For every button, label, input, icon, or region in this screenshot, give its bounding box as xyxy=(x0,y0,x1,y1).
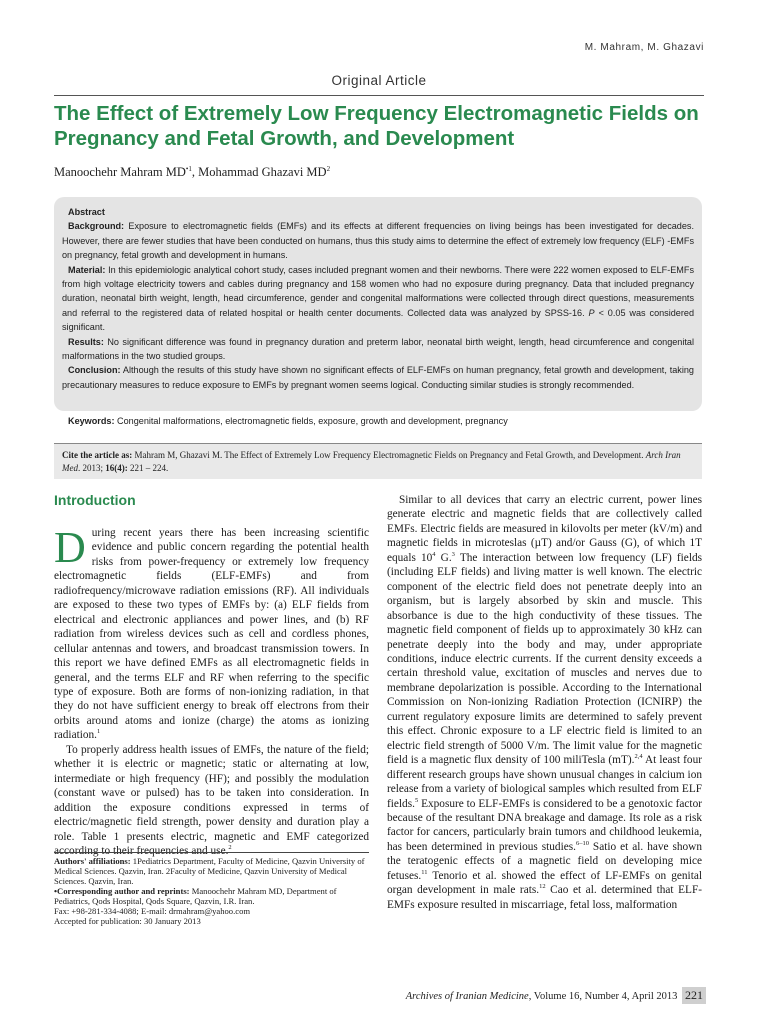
citation-journal: Arch Iran Med xyxy=(62,450,681,473)
author-2: Mohammad Ghazavi MD xyxy=(198,165,327,180)
abstract-conclusion-label: Conclusion: xyxy=(68,365,121,376)
corresponding-label: •Corresponding author and reprints: xyxy=(54,886,190,896)
keywords-text: Congenital malformations, electromagnetic fields, exposure, growth and development, pregnancy xyxy=(117,416,508,426)
reference-marker: 6–10 xyxy=(575,840,589,848)
abstract-material-label: Material: xyxy=(68,264,106,275)
page-number: 221 xyxy=(682,987,706,1004)
author-2-mark: 2 xyxy=(326,165,331,173)
abstract-background-text: Exposure to electromagnetic fields (EMFs) and its effects at different frequencies on living beings has been investigated for decades. However, there are fewer studies that have been conducted on humans, thus this study aims to determine the effect of extremely low frequency (ELF) -EMFs on pregnancy, fetal growth and development in humans. xyxy=(62,221,694,261)
reference-marker: 2 xyxy=(228,844,232,852)
abstract-results xyxy=(62,335,694,364)
intro-paragraph-2-text: To properly address health issues of EMFs, the nature of the field; whether it is electric or magnetic; static or alternating at low, intermediate or high frequency (HF); and possibly the modulation (constant wave or pulsed) has to be taken into consideration. In addition the exposure conditions expressed in terms of electric/magnetic field strength, power density and duration play a role. Table 1 presents electric, magnetic and EMF categorized according to their frequencies and use. xyxy=(54,743,369,857)
abstract-material xyxy=(62,263,694,335)
left-column xyxy=(54,493,369,858)
p3-part-d: At least four different research groups have shown unusual changes in calcium ion release from a variety of biological samples which resulted from ELF fields. xyxy=(387,754,702,810)
reference-marker: 11 xyxy=(421,869,428,877)
intro-paragraph-2 xyxy=(54,743,369,859)
exponent: 4 xyxy=(432,551,436,559)
abstract-conclusion-text: Although the results of this study have shown no significant effects of ELF-EMFs on human pregnancy, fetal growth and development, taking precautionary measures to reduce exposure to EMFs by pregnant women seems logical. Conducting similar studies is strongly recommended. xyxy=(62,365,694,390)
reference-marker: 2,4 xyxy=(634,753,643,761)
citation-label: Cite the article as: xyxy=(62,450,133,460)
abstract-material-text: In this epidemiologic analytical cohort study, cases included pregnant women and their newborns. There were 222 women exposed to ELF-EMFs from high voltage electricity towers and cables during pregnancy and 158 women who had no exposure during pregnancy. Data that included pregnancy duration, neonatal birth weight, length, head circumference, gender and congenital malformations were collected through direct questions, measurements and referral to the registered data of related hospital or health center documents. Collected data was analyzed by SPSS-16. xyxy=(62,264,694,318)
citation-year: . 2013; xyxy=(78,462,104,473)
affiliation-body: 1Pediatrics Department, Faculty of Medicine, Qazvin University of Medical Sciences. Qazvin, Iran. 2Faculty of Medicine, Qazvin University of Medical Sciences. Qazvin, Iran. xyxy=(54,856,365,886)
reference-marker: 3 xyxy=(451,551,455,559)
citation-text: Mahram M, Ghazavi M. The Effect of Extremely Low Frequency Electromagnetic Fields on Pregnancy and Fetal Growth, and Development. xyxy=(134,450,644,460)
corresponding-text: Manoochehr Mahram MD, Department of Pediatrics, Qods Hospital, Qods Square, Qazvin, I.R. Iran. xyxy=(54,886,337,906)
intro-paragraph-1-text: uring recent years there has been increasing scientific evidence and public concern regarding the potential health risks from power-frequency or extremely low frequency electromagnetic fields (ELF-EMFs) and from radiofrequency/microwave radiation emissions (RF). All individuals are exposed to these two types of EMFs by: (a) ELF fields from electrical and electronic appliances and power lines, and (b) RF radiation from wireless devices such as cell and cordless phones, cellular antennas and towers, and broadcast transmission towers. In this report we have defined EMFs as all electromagnetic fields in general, and the terms ELF and RF when referring to the specific type of exposure. Both are forms of non-ionizing radiation, in that they do not have sufficient energy to break off electrons from their orbits around atoms and ionize (charge) the atoms as ionizing radiation. xyxy=(54,527,369,742)
citation-box xyxy=(54,443,702,479)
article-title: The Effect of Extremely Low Frequency Electromagnetic Fields on Pregnancy and Fetal Growth, and Development xyxy=(54,102,699,150)
right-column xyxy=(387,493,702,912)
abstract-p-symbol: P xyxy=(588,307,595,318)
p3-part-a: Similar to all devices that carry an electric current, power lines generate electric and magnetic fields that are collectively called EMFs. Electric fields are measured in kilovolts per meter (kV/m) and magnetic fields in microteslas (µT) and/or Gauss (G), of which 1T equals 10 xyxy=(387,494,702,564)
abstract-heading: Abstract xyxy=(68,207,105,217)
corresponding-author xyxy=(54,886,369,906)
abstract-background xyxy=(62,219,694,262)
keywords xyxy=(54,416,702,426)
intro-paragraph-3 xyxy=(387,493,702,912)
p3-part-b: G. xyxy=(435,551,452,564)
article-type-label: Original Article xyxy=(54,73,704,96)
author-1: Manoochehr Mahram MD xyxy=(54,165,186,180)
running-head: M. Mahram, M. Ghazavi xyxy=(584,42,704,53)
reference-marker: 1 xyxy=(96,728,101,736)
p3-part-g: Tenorio et al. showed the effect of LF-EMFs on genital organ development in male rats. xyxy=(387,869,702,897)
citation-volume: 16(4): xyxy=(105,462,128,473)
p3-part-f: Satio et al. have shown the teratogenic effects of a magnetic field on developing mice fetuses. xyxy=(387,840,702,882)
abstract-conclusion xyxy=(62,363,694,392)
affiliation-label: Authors' affiliations: xyxy=(54,856,131,866)
citation-pages: 221 – 224. xyxy=(130,462,169,473)
author-affiliations xyxy=(54,852,369,926)
p3-part-h: Cao et al. determined that ELF-EMFs exposure resulted in miscarriage, fetal loss, malformation xyxy=(387,884,702,911)
abstract-material-tail: < 0.05 was considered significant. xyxy=(62,307,695,333)
page-footer xyxy=(388,987,706,1004)
footer-journal: Archives of Iranian Medicine xyxy=(405,991,529,1002)
author-separator: , xyxy=(191,165,199,180)
author-line xyxy=(54,165,330,180)
abstract-background-label: Background: xyxy=(68,221,125,232)
abstract-box xyxy=(54,197,702,411)
contact-info: Fax: +98-281-334-4088; E-mail: drmahram@yahoo.com xyxy=(54,906,251,916)
drop-cap: D xyxy=(54,523,86,572)
affiliation-text xyxy=(54,856,369,886)
reference-marker: 12 xyxy=(539,883,546,891)
introduction-heading: Introduction xyxy=(54,492,136,508)
footer-issue: , Volume 16, Number 4, April 2013 xyxy=(528,991,678,1002)
abstract-results-label: Results: xyxy=(68,336,104,347)
p3-part-c: The interaction between low frequency (LF) fields (including ELF fields) and living matter is well known. The electric component of the electric field does not penetrate deeply into an organism, but is largely absorbed by skin and muscle. This absorbance is due to the high conductivity of these tissues. The magnetic field component of fields up to approximately 30 kHz can penetrate deeply into the body and may, under appropriate conditions, induce electric currents. If the current density exceeds a certain threshold value, excitation of muscles and nerves due to membrane depolarization is possible. According to the International Commission on Non-ionizing Radiation Protection (ICNIRP) the current regulatory exposure limits are determined to safely prevent this effect. Chronic exposure to a LF electric field is limited to an electric field strength of 5000 V/m. The limit value for the magnetic field is a magnetic flux density of 100 miliTesla (mT). xyxy=(387,551,703,767)
accepted-date: Accepted for publication: 30 January 2013 xyxy=(54,916,201,926)
author-1-marks: •1 xyxy=(185,165,192,173)
reference-marker: 5 xyxy=(414,796,419,804)
keywords-label: Keywords: xyxy=(68,416,115,426)
abstract-results-text: No significant difference was found in pregnancy duration and preterm labor, neonatal birth weight, length, head circumference and congenital malformations in the two studied groups. xyxy=(62,336,694,362)
p3-part-e: Exposure to ELF-EMFs is considered to be a genotoxic factor because of the resultant DNA breakage and damage. Its role as a risk factor for cancers, particularly brain tumors and childhood leukemia, has been determined in previous studies. xyxy=(387,797,702,853)
intro-paragraph-1 xyxy=(54,523,369,743)
